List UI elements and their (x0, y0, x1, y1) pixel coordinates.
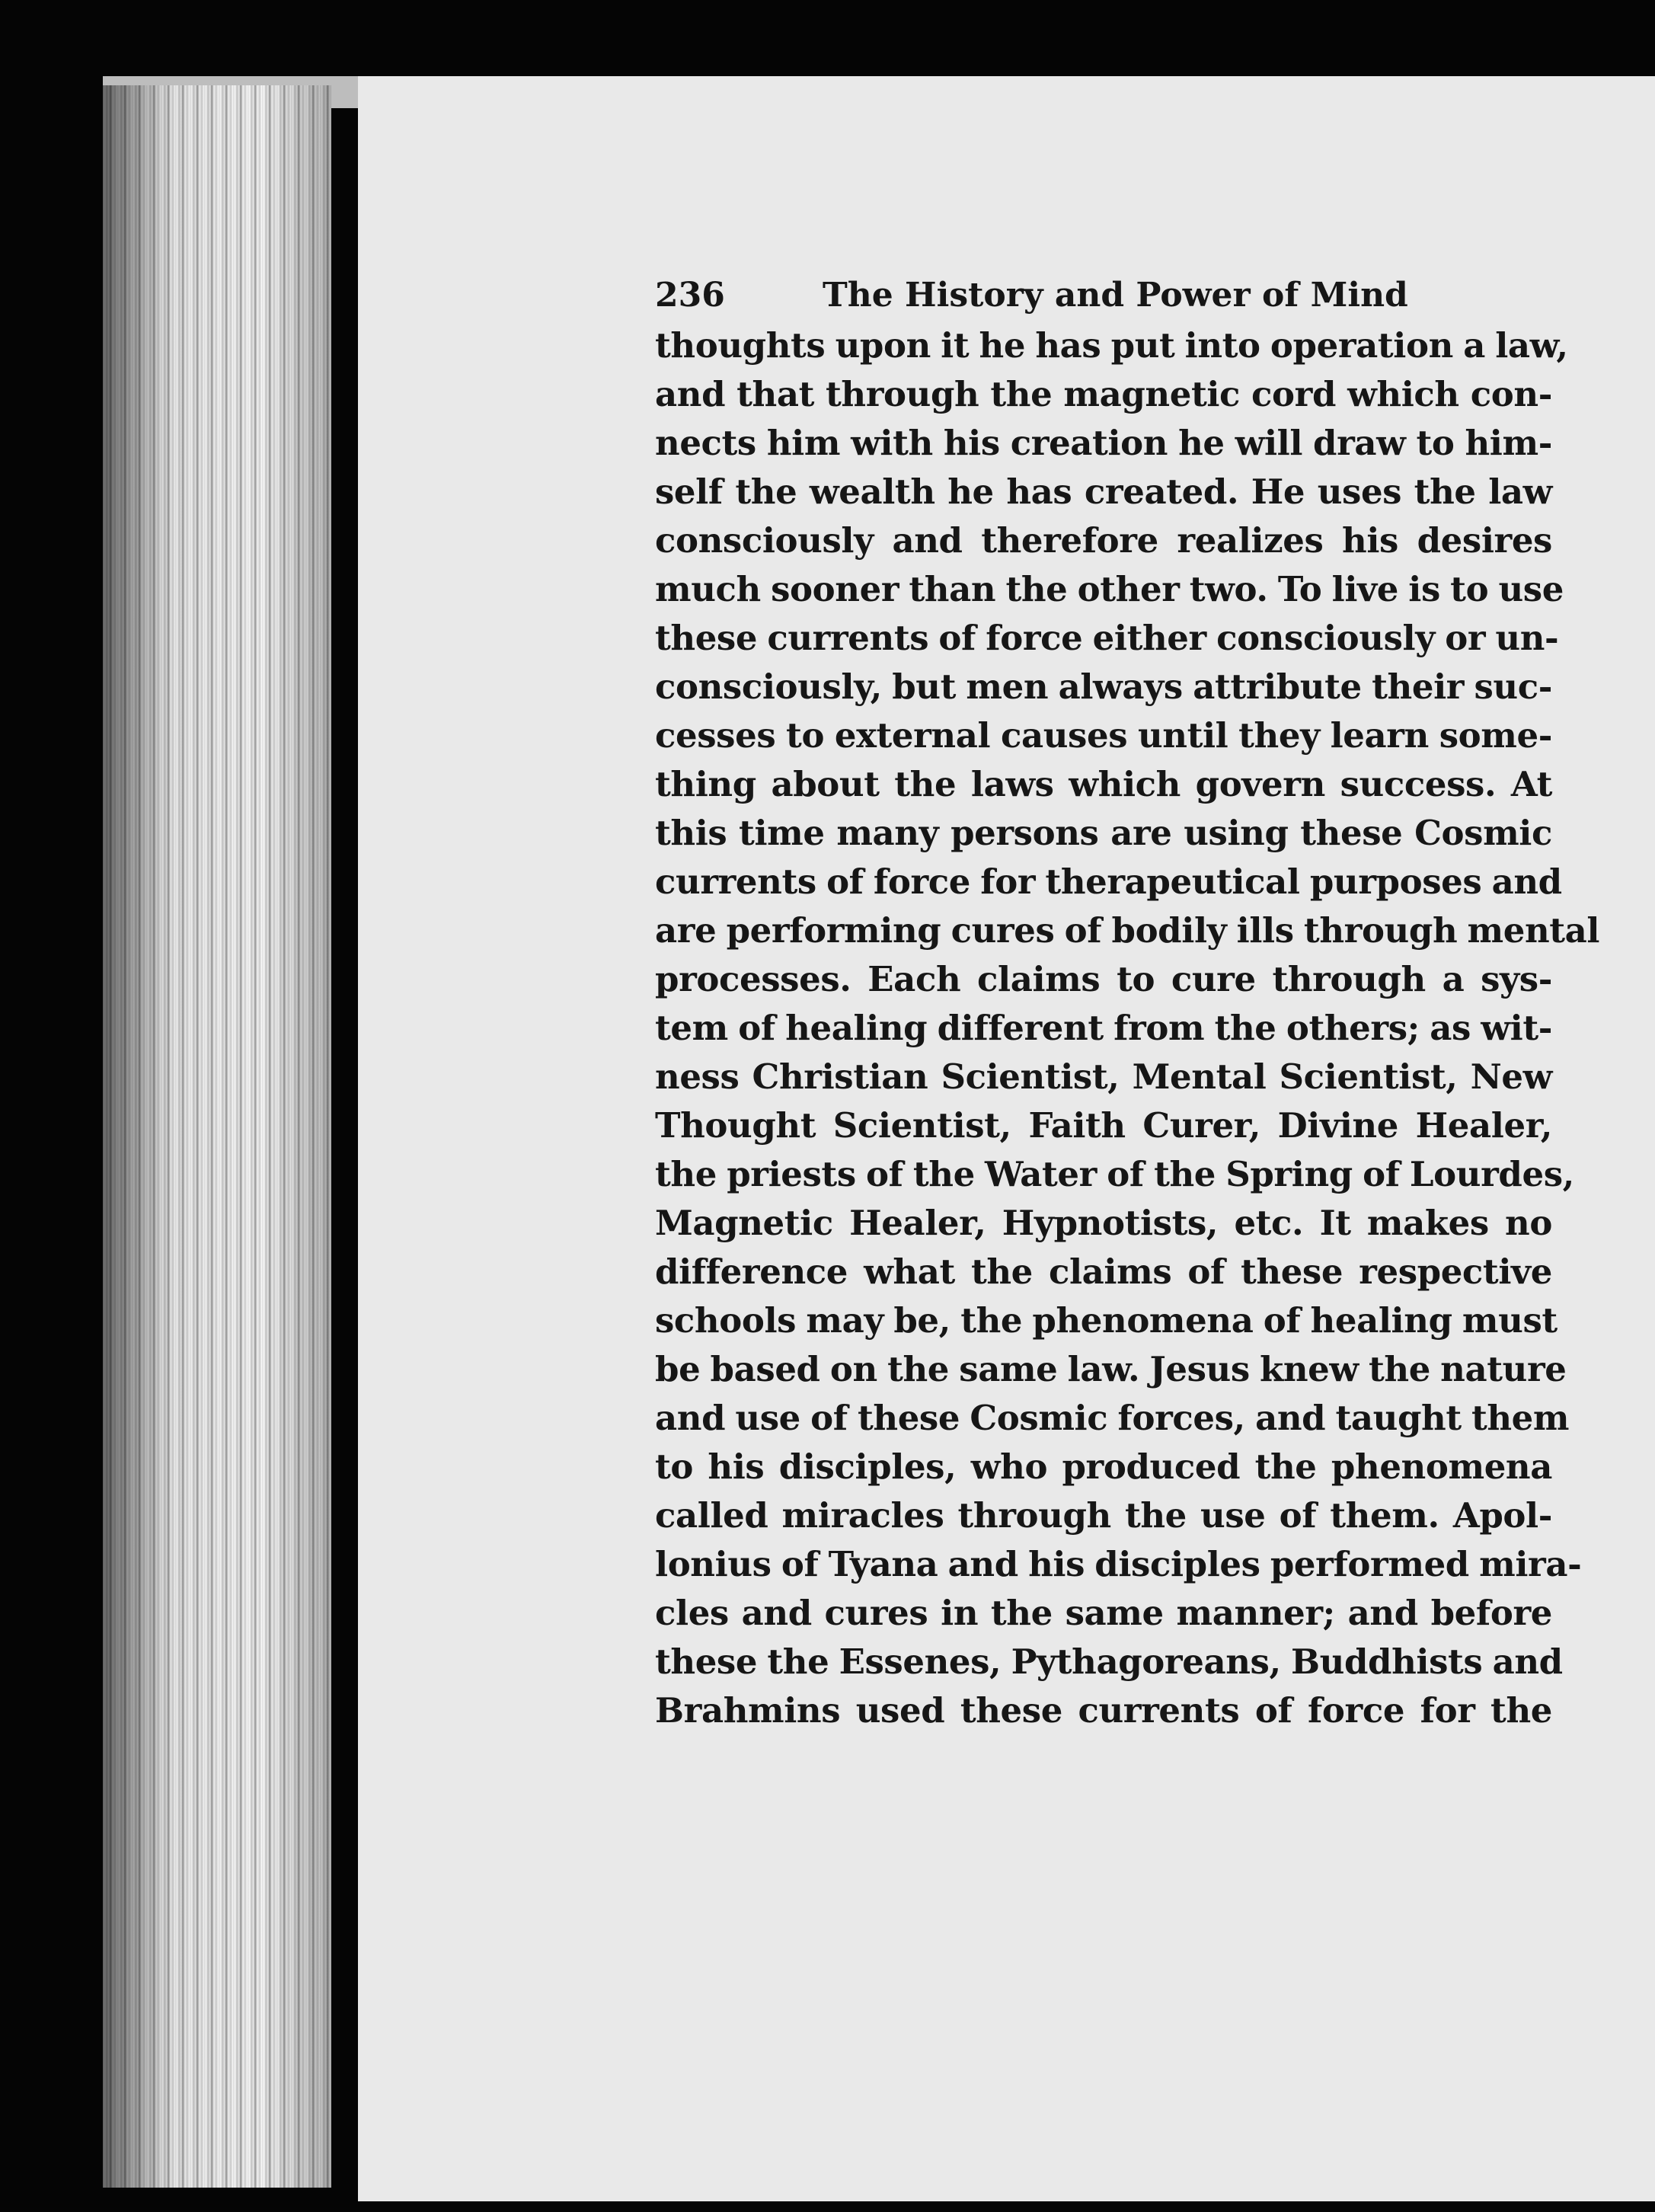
book-page (358, 76, 1655, 2201)
text-line: processes. Each claims to cure through a sys- (655, 959, 1552, 999)
text-line: Thought Scientist, Faith Curer, Divine Healer, (655, 1105, 1552, 1146)
text-line: difference what the claims of these respective (655, 1251, 1552, 1292)
text-line: and that through the magnetic cord which con- (655, 374, 1552, 414)
text-line: ness Christian Scientist, Mental Scientist, New (655, 1056, 1552, 1097)
page-header (655, 276, 1552, 321)
text-line: cles and cures in the same manner; and before (655, 1593, 1552, 1633)
text-line: consciously and therefore realizes his desires (655, 520, 1552, 561)
text-line: nects him with his creation he will draw to him- (655, 423, 1552, 463)
running-head: The History and Power of Mind (823, 276, 1408, 315)
page-number: 236 (655, 276, 725, 315)
text-line: to his disciples, who produced the phenomena (655, 1446, 1552, 1487)
text-line: called miracles through the use of them. Apol- (655, 1495, 1552, 1536)
text-line: are performing cures of bodily ills through mental (655, 910, 1600, 951)
text-line: tem of healing different from the others; as wit- (655, 1008, 1552, 1048)
body-text (655, 321, 1600, 1735)
text-line: thoughts upon it he has put into operation a law, (655, 325, 1568, 366)
text-line: cesses to external causes until they learn some- (655, 715, 1552, 756)
text-line: thing about the laws which govern success. At (655, 764, 1552, 804)
text-line: consciously, but men always attribute their suc- (655, 666, 1552, 707)
text-line: this time many persons are using these Cosmic (655, 813, 1552, 853)
text-line: these currents of force either consciously or un- (655, 618, 1559, 658)
text-line: Magnetic Healer, Hypnotists, etc. It makes no (655, 1203, 1552, 1243)
text-line: self the wealth he has created. He uses the law (655, 471, 1552, 512)
text-line: be based on the same law. Jesus knew the nature (655, 1349, 1567, 1389)
text-line: and use of these Cosmic forces, and taught them (655, 1398, 1570, 1438)
text-line: much sooner than the other two. To live is to use (655, 569, 1564, 609)
text-line: currents of force for therapeutical purposes and (655, 861, 1562, 902)
text-line: these the Essenes, Pythagoreans, Buddhists and (655, 1641, 1563, 1682)
text-line: the priests of the Water of the Spring of Lourdes, (655, 1154, 1574, 1194)
book-page-edges (103, 85, 331, 2188)
text-line: schools may be, the phenomena of healing must (655, 1300, 1558, 1341)
text-line: lonius of Tyana and his disciples performed mira- (655, 1544, 1582, 1584)
text-line: Brahmins used these currents of force for the (655, 1690, 1552, 1731)
page-content (655, 276, 1600, 1735)
